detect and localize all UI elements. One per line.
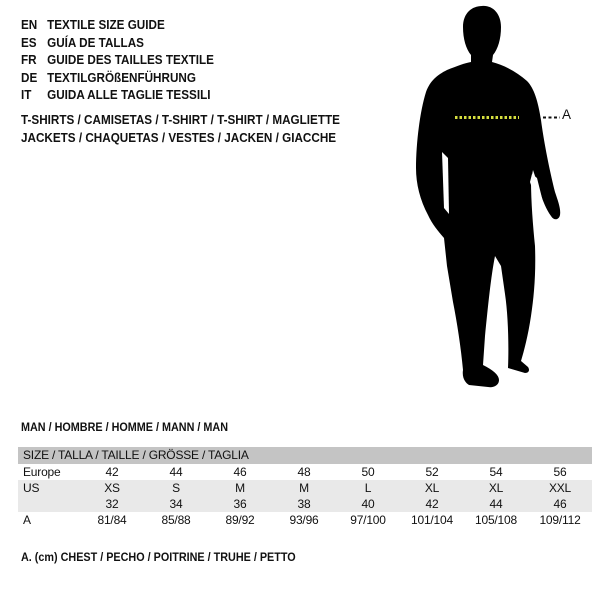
table-cell: 101/104	[411, 513, 453, 527]
table-cell: XL	[424, 481, 440, 495]
table-cell: 81/84	[97, 513, 127, 527]
language-label: TEXTILE SIZE GUIDE	[47, 17, 165, 32]
row-label: A	[23, 513, 31, 527]
table-cell: 34	[169, 497, 183, 511]
table-cell: 46	[553, 497, 567, 511]
language-row-de	[21, 69, 214, 87]
measurement-footnote: A. (cm) CHEST / PECHO / POITRINE / TRUHE / PETTO	[21, 550, 296, 564]
language-code: DE	[21, 69, 38, 85]
language-code: ES	[21, 34, 37, 50]
table-cell: 50	[361, 465, 375, 479]
size-table-header: SIZE / TALLA / TAILLE / GRÖSSE / TAGLIA	[18, 447, 592, 464]
table-cell: M	[299, 481, 309, 495]
language-label: GUIDA ALLE TAGLIE TESSILI	[47, 87, 211, 102]
row-label: Europe	[23, 465, 61, 479]
table-cell: XL	[488, 481, 504, 495]
language-label: TEXTILGRÖßENFÜHRUNG	[47, 69, 196, 85]
language-row-es	[21, 34, 214, 52]
language-code: FR	[21, 52, 37, 67]
table-cell: 38	[297, 497, 311, 511]
language-label: GUÍA DE TALLAS	[47, 34, 144, 50]
table-row-europe	[18, 464, 592, 480]
table-cell: L	[364, 481, 372, 495]
category-line-tshirts: T-SHIRTS / CAMISETAS / T-SHIRT / T-SHIRT / MAGLIETTE	[21, 112, 340, 127]
language-code: IT	[21, 87, 32, 102]
table-cell: S	[172, 481, 180, 495]
size-table	[18, 447, 592, 528]
man-silhouette	[405, 4, 580, 394]
table-cell: 56	[553, 465, 567, 479]
table-row-chest-a	[18, 512, 592, 528]
table-row-us-numeric	[18, 496, 592, 512]
language-row-it	[21, 86, 214, 104]
table-cell: 44	[169, 465, 183, 479]
language-guide-block	[21, 16, 214, 104]
table-cell: 54	[489, 465, 503, 479]
table-cell: 46	[233, 465, 247, 479]
table-cell: 105/108	[475, 513, 517, 527]
row-label: US	[23, 481, 40, 495]
category-block	[21, 111, 340, 147]
section-title-man: MAN / HOMBRE / HOMME / MANN / MAN	[21, 420, 228, 434]
table-cell: 109/112	[539, 513, 581, 527]
table-cell: 42	[105, 465, 119, 479]
language-label: GUIDE DES TAILLES TEXTILE	[47, 52, 214, 67]
table-cell: 44	[489, 497, 503, 511]
category-line-jackets: JACKETS / CHAQUETAS / VESTES / JACKEN / GIACCHE	[21, 130, 337, 145]
table-cell: 85/88	[161, 513, 191, 527]
table-cell: 36	[233, 497, 247, 511]
measure-label-a: A	[562, 107, 572, 122]
table-cell: M	[235, 481, 245, 495]
table-cell: 48	[297, 465, 311, 479]
table-cell: 40	[361, 497, 375, 511]
table-cell: XS	[104, 481, 120, 495]
language-code: EN	[21, 17, 38, 32]
row-label	[18, 496, 80, 512]
language-row-en	[21, 16, 214, 34]
table-cell: 93/96	[289, 513, 319, 527]
table-cell: XXL	[548, 481, 572, 495]
language-row-fr	[21, 51, 214, 69]
table-cell: 42	[425, 497, 439, 511]
table-cell: 52	[425, 465, 439, 479]
table-cell: 32	[105, 497, 119, 511]
table-cell: 89/92	[225, 513, 255, 527]
table-row-us	[18, 480, 592, 496]
table-cell: 97/100	[350, 513, 386, 527]
